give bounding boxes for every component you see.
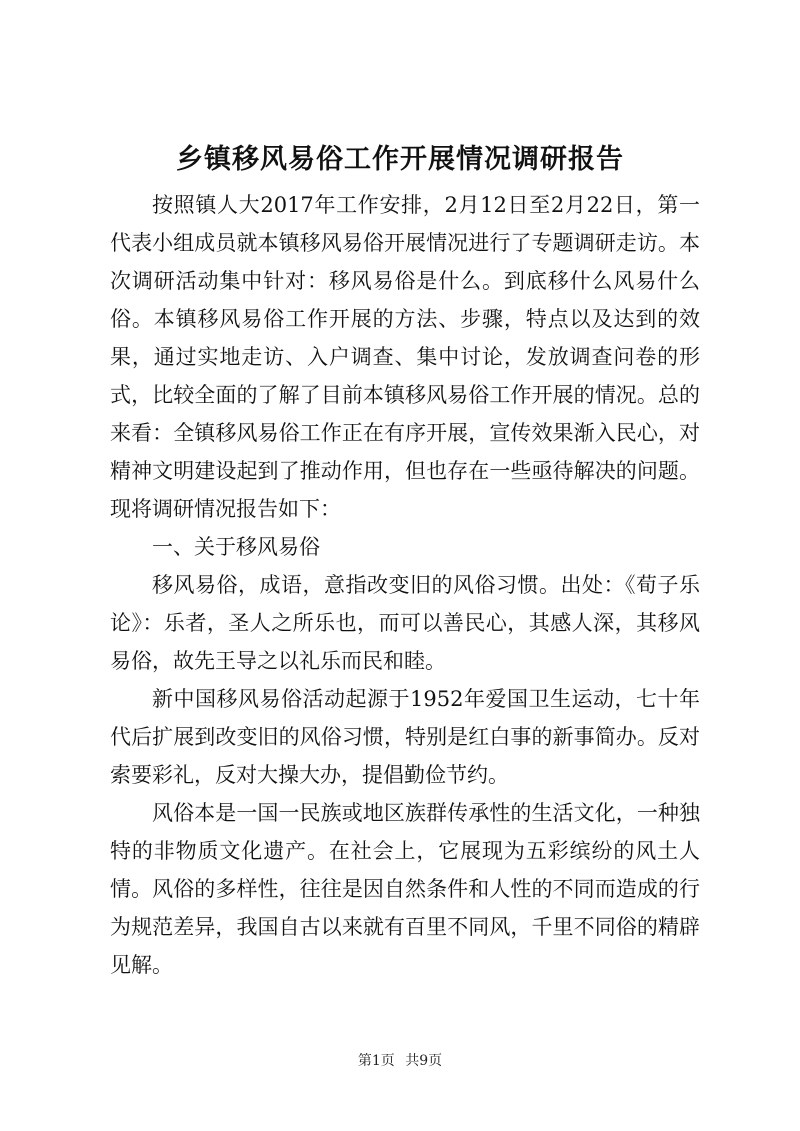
page-footer: [0, 1050, 800, 1070]
page-number-total: 共9页: [405, 1053, 443, 1069]
section-paragraph-1: 移风易俗，成语，意指改变旧的风俗习惯。出处：《荀子乐论》：乐者，圣人之所乐也，而可以善民心，其感人深，其移风易俗，故先王导之以礼乐而民和睦。: [110, 573, 700, 673]
section-paragraph-3: 风俗本是一国一民族或地区族群传承性的生活文化，一种独特的非物质文化遗产。在社会上，它展现为五彩缤纷的风土人情。风俗的多样性，往往是因自然条件和人性的不同而造成的行为规范差异，我国自古以来就有百里不同风，千里不同俗的精辟见解。: [110, 801, 700, 977]
intro-paragraph: 按照镇人大2017年工作安排，2月12日至2月22日，第一代表小组成员就本镇移风易俗开展情况进行了专题调研走访。本次调研活动集中针对：移风易俗是什么。到底移什么风易什么俗。本镇移风易俗工作开展的方法、步骤，特点以及达到的效果，通过实地走访、入户调查、集中讨论，发放调查问卷的形式，比较全面的了解了目前本镇移风易俗工作开展的情况。总的来看：全镇移风易俗工作正在有序开展，宣传效果渐入民心，对精神文明建设起到了推动作用，但也存在一些亟待解决的问题。现将调研情况报告如下：: [110, 193, 700, 521]
document-body: [110, 186, 700, 984]
section-paragraph-2: 新中国移风易俗活动起源于1952年爱国卫生运动，七十年代后扩展到改变旧的风俗习惯，特别是红白事的新事简办。反对索要彩礼，反对大操大办，提倡勤俭节约。: [110, 687, 700, 787]
section-heading: 一、关于移风易俗: [152, 535, 320, 559]
page-number-current: 第1页: [357, 1053, 395, 1069]
document-title: 乡镇移风易俗工作开展情况调研报告: [176, 144, 624, 175]
